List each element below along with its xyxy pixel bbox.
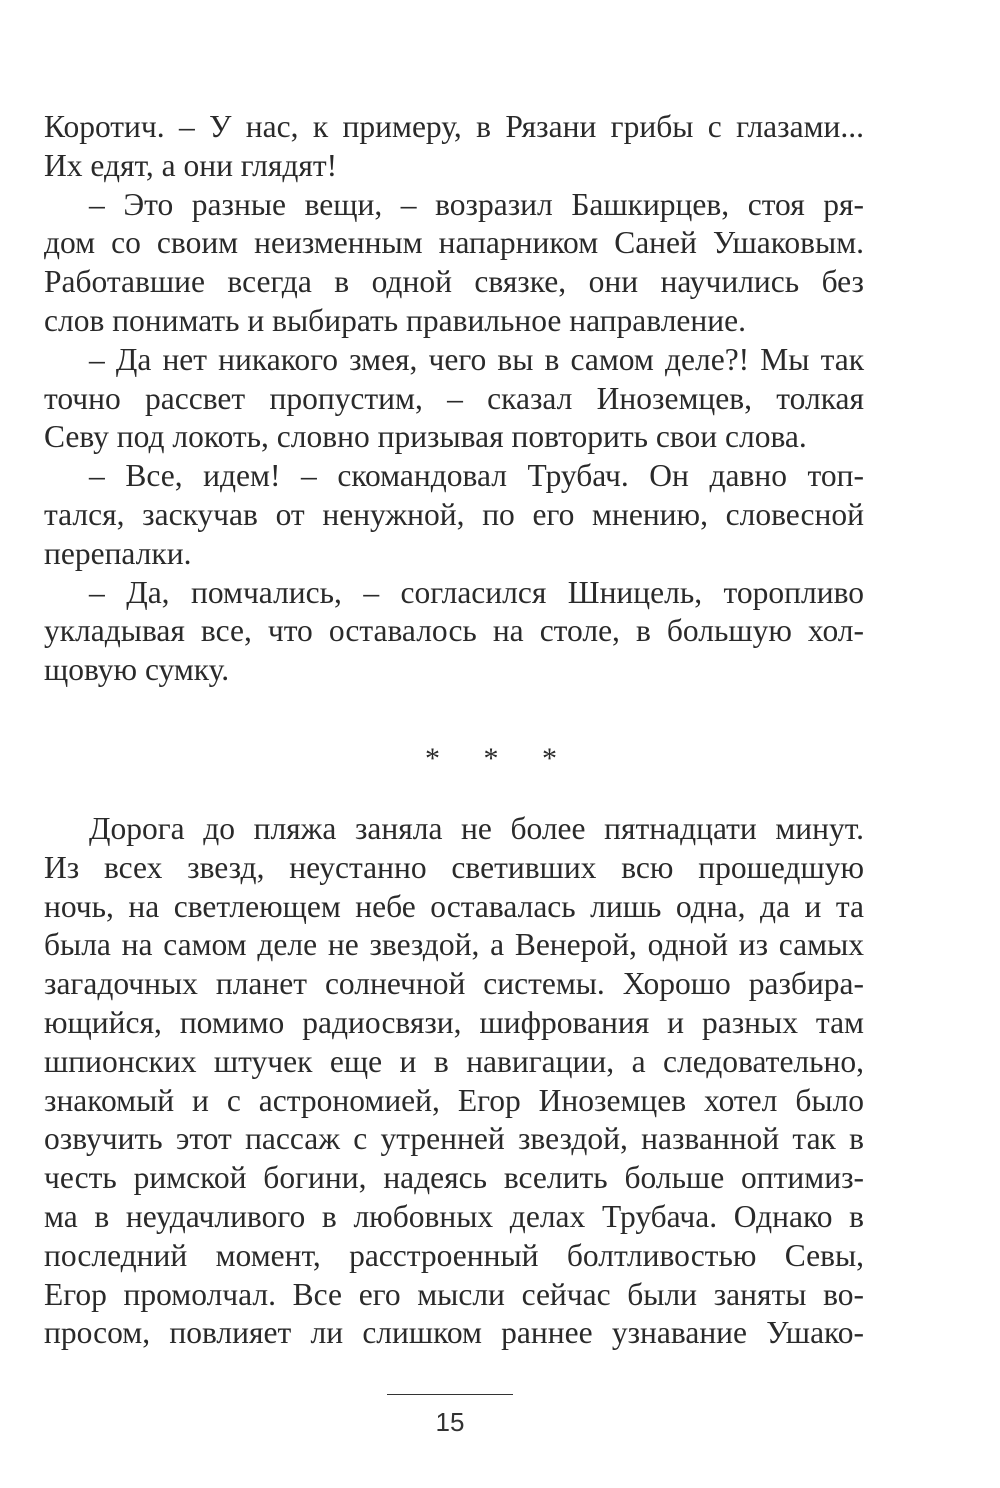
text-block-section-1: [44, 108, 864, 690]
footer-rule: [387, 1394, 513, 1395]
text-line: щовую сумку.: [44, 652, 230, 688]
text-line: шпионских штучек еще и в навигации, а следовательно,: [44, 1043, 864, 1079]
text-line: Севу под локоть, словно призывая повторить свои слова.: [44, 419, 807, 455]
text-line: слов понимать и выбирать правильное направление.: [44, 302, 746, 338]
text-line: Егор промолчал. Все его мысли сейчас были заняты во-: [44, 1276, 864, 1312]
text-line: – Это разные вещи, – возразил Башкирцев, стоя ря-: [89, 186, 864, 222]
text-line: Из всех звезд, неустанно светивших всю прошедшую: [44, 849, 864, 885]
text-line: тался, заскучав от ненужной, по его мнению, словесной: [44, 496, 864, 532]
text-line: честь римской богини, надеясь вселить больше оптимиз-: [44, 1160, 864, 1196]
text-block-section-2: [44, 810, 864, 1353]
text-line: знакомый и с астрономией, Егор Иноземцев хотел было: [44, 1082, 864, 1118]
text-line: Их едят, а они глядят!: [44, 147, 338, 183]
text-line: ющийся, помимо радиосвязи, шифрования и разных там: [44, 1004, 864, 1040]
text-line: загадочных планет солнечной системы. Хорошо разбира-: [44, 966, 864, 1002]
text-line: – Да нет никакого змея, чего вы в самом деле?! Мы так: [89, 341, 864, 377]
section-separator: * * *: [425, 742, 575, 775]
text-line: Дорога до пляжа заняла не более пятнадцати минут.: [89, 811, 864, 846]
text-line: – Да, помчались, – согласился Шницель, торопливо: [89, 574, 864, 610]
text-line: Коротич. – У нас, к примеру, в Рязани грибы с глазами...: [44, 109, 864, 144]
text-line: – Все, идем! – скомандовал Трубач. Он давно топ-: [89, 458, 864, 494]
text-line: просом, повлияет ли слишком раннее узнавание Ушако-: [44, 1315, 864, 1351]
text-line: ночь, на светлеющем небе оставалась лишь одна, да и та: [44, 888, 864, 924]
page-number: 15: [435, 1407, 465, 1437]
text-line: точно рассвет пропустим, – сказал Иноземцев, толкая: [44, 380, 864, 416]
text-line: укладывая все, что оставалось на столе, в большую хол-: [44, 613, 864, 649]
text-line: была на самом деле не звездой, а Венерой, одной из самых: [44, 927, 864, 963]
text-line: озвучить этот пассаж с утренней звездой, названной так в: [44, 1121, 864, 1157]
text-line: Работавшие всегда в одной связке, они научились без: [44, 264, 864, 300]
text-line: последний момент, расстроенный болтливостью Севы,: [44, 1237, 864, 1273]
text-line: ма в неудачливого в любовных делах Трубача. Однако в: [44, 1198, 864, 1234]
text-line: перепалки.: [44, 535, 192, 571]
text-line: дом со своим неизменным напарником Саней Ушаковым.: [44, 225, 864, 261]
